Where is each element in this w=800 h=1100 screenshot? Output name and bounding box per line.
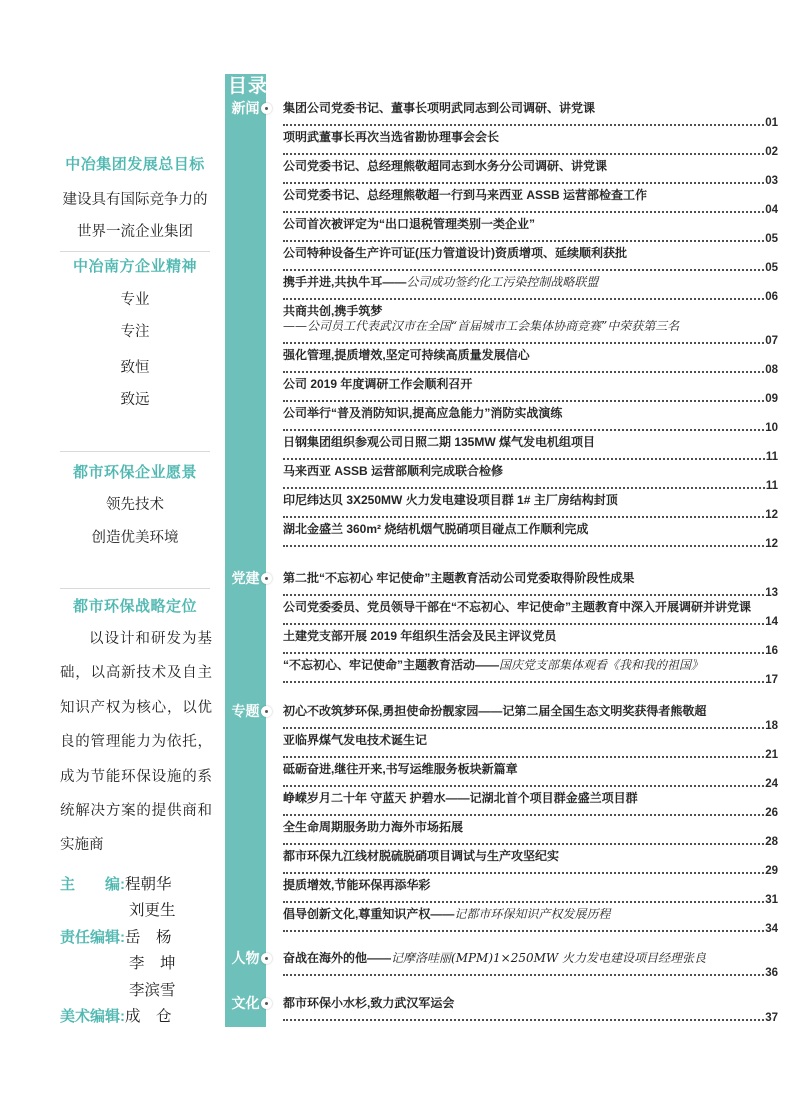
editor-row bbox=[60, 898, 225, 924]
toc-leader-row bbox=[283, 806, 778, 821]
toc-item bbox=[283, 493, 778, 522]
toc-leader-dots bbox=[283, 974, 764, 976]
editor-row bbox=[60, 978, 225, 1004]
toc-item bbox=[283, 246, 778, 275]
toc-item bbox=[283, 217, 778, 246]
toc-leader-dots bbox=[283, 901, 764, 903]
toc-item bbox=[283, 101, 778, 130]
toc-item bbox=[283, 275, 778, 304]
toc-item-title bbox=[283, 246, 778, 261]
toc-page-number: 31 bbox=[765, 894, 778, 906]
toc-item-title bbox=[283, 762, 778, 777]
toc-item-title-text: 公司党委书记、总经理熊敬超一行到马来西亚 ASSB 运营部检查工作 bbox=[283, 188, 648, 202]
editor-row bbox=[60, 1004, 225, 1030]
toc-item-title bbox=[283, 406, 778, 421]
toc-leader-dots bbox=[283, 930, 764, 932]
toc-item-title-text: 公司首次被评定为“出口退税管理类别一类企业” bbox=[283, 217, 536, 231]
toc-item-title-text: 携手并进,共执牛耳—— bbox=[283, 275, 407, 289]
toc-leader-row bbox=[283, 420, 778, 435]
toc-page-number: 18 bbox=[765, 720, 778, 732]
toc-leader-dots bbox=[283, 400, 764, 402]
toc-leader-dots bbox=[283, 487, 765, 489]
toc-page-number: 12 bbox=[765, 537, 778, 550]
toc-leader-dots bbox=[283, 458, 765, 460]
toc-item bbox=[283, 600, 778, 629]
toc-item bbox=[283, 907, 778, 936]
toc-item-title-text: 都市环保九江线材脱硫脱硝项目调试与生产攻坚纪实 bbox=[283, 849, 560, 863]
toc-item bbox=[283, 522, 778, 551]
toc-page-number: 08 bbox=[765, 363, 778, 376]
toc-item-title bbox=[283, 159, 778, 174]
toc-leader-row bbox=[283, 507, 778, 522]
section-label-4: 人物 bbox=[231, 950, 260, 966]
toc-page-number: 14 bbox=[765, 616, 778, 628]
sidebar-line: 创造优美环境 bbox=[91, 530, 179, 546]
toc-item-title-text: 初心不改筑梦环保,勇担使命扮靓家园——记第二届全国生态文明奖获得者熊敬超 bbox=[283, 704, 707, 718]
toc-item-title-text: 砥砺奋进,继往开来,书写运维服务板块新篇章 bbox=[283, 762, 518, 776]
toc-item-title-text: 日钢集团组织参观公司日照二期 135MW 煤气发电机组项目 bbox=[283, 434, 596, 449]
toc-item-title-text: 奋战在海外的他—— bbox=[283, 951, 392, 965]
toc-leader-dots bbox=[283, 785, 764, 787]
toc-item bbox=[283, 629, 778, 658]
toc-page-number: 11 bbox=[765, 479, 778, 492]
toc-leader-dots bbox=[283, 298, 764, 300]
toc-section-2 bbox=[283, 571, 778, 687]
editor-label-colon: : bbox=[120, 876, 126, 893]
toc-leader-dots bbox=[283, 153, 764, 155]
toc-item bbox=[283, 733, 778, 762]
toc-item bbox=[283, 304, 778, 348]
sidebar-block-heading: 都市环保战略定位 bbox=[72, 598, 197, 615]
toc-item-title bbox=[283, 791, 778, 806]
toc-page-number: 36 bbox=[765, 967, 778, 979]
toc-item bbox=[283, 377, 778, 406]
editor-name: 刘更生 bbox=[129, 902, 176, 920]
toc-leader-row bbox=[283, 893, 778, 908]
toc-section-3 bbox=[283, 704, 778, 936]
section-label-5: 文化 bbox=[231, 995, 260, 1011]
toc-item-title-text: 提质增效,节能环保再添华彩 bbox=[283, 878, 431, 892]
toc-item-title-text: 公司举行“普及消防知识,提高应急能力”消防实战演练 bbox=[283, 405, 563, 420]
toc-item-title bbox=[283, 996, 778, 1011]
toc-item bbox=[283, 188, 778, 217]
toc-item-title bbox=[283, 733, 778, 748]
toc-leader-dots bbox=[283, 1019, 764, 1021]
toc-item-title bbox=[283, 101, 778, 116]
toc-item-title bbox=[283, 820, 778, 835]
toc-page-number: 11 bbox=[765, 450, 778, 463]
toc-page-number: 12 bbox=[765, 508, 778, 521]
toc-item-subtitle-text: ——公司员工代表武汉市在全国“首届城市工会集体协商竞赛”中荣获第三名 bbox=[283, 318, 680, 333]
toc-item-title-text: 马来西亚 ASSB 运营部顺利完成联合检修 bbox=[283, 463, 504, 478]
editor-label-colon: : bbox=[120, 928, 126, 946]
toc-item-title-text: 土建党支部开展 2019 年组织生活会及民主评议党员 bbox=[283, 629, 557, 643]
toc-leader-row bbox=[283, 673, 778, 688]
toc-item-title-text: 湖北金盛兰 360m² 烧结机烟气脱硝项目碰点工作顺利完成 bbox=[283, 521, 589, 536]
toc-item-title-text: 共商共创,携手筑梦 bbox=[283, 304, 383, 318]
toc-item-title-text: 峥嵘岁月二十年 守蓝天 护碧水——记湖北首个项目群金盛兰项目群 bbox=[283, 791, 638, 805]
toc-item bbox=[283, 791, 778, 820]
toc-leader-dots bbox=[283, 342, 764, 344]
toc-leader-dots bbox=[283, 594, 764, 596]
toc-leader-row bbox=[283, 232, 778, 247]
toc-leader-row bbox=[283, 1011, 778, 1026]
toc-item-title-text: 公司党委委员、党员领导干部在“不忘初心、牢记使命”主题教育中深入开展调研并讲党课 bbox=[283, 600, 752, 614]
section-bullet-icon bbox=[261, 953, 272, 964]
toc-item-title-text: 公司党委书记、总经理熊敬超同志到水务分公司调研、讲党课 bbox=[283, 159, 608, 173]
toc-section-1 bbox=[283, 101, 778, 551]
toc-leader-dots bbox=[283, 872, 764, 874]
toc-leader-row bbox=[283, 116, 778, 131]
toc-leader-dots bbox=[283, 652, 764, 654]
toc-page-number: 04 bbox=[765, 204, 778, 216]
toc-item-title bbox=[283, 522, 778, 537]
toc-item bbox=[283, 849, 778, 878]
toc-leader-row bbox=[283, 362, 778, 377]
editor-name: 李滨雪 bbox=[129, 981, 176, 999]
toc-item bbox=[283, 435, 778, 464]
editor-row bbox=[60, 951, 225, 977]
sidebar-divider bbox=[60, 588, 210, 589]
toc-page-number: 09 bbox=[765, 392, 778, 405]
toc-leader-row bbox=[283, 391, 778, 406]
editor-name: 成 仓 bbox=[125, 1008, 172, 1025]
editor-label: 主 编 bbox=[60, 876, 121, 893]
editor-name: 岳 杨 bbox=[125, 928, 172, 946]
toc-page-number: 17 bbox=[765, 674, 778, 686]
toc-leader-dots bbox=[283, 727, 764, 729]
toc-leader-row bbox=[283, 922, 778, 937]
toc-item-title-text: 全生命周期服务助力海外市场拓展 bbox=[283, 820, 464, 834]
sidebar-line: 致远 bbox=[120, 392, 150, 408]
sidebar-block-heading: 中冶集团发展总目标 bbox=[65, 156, 205, 173]
toc-item bbox=[283, 406, 778, 435]
toc-leader-dots bbox=[283, 681, 764, 683]
toc-item bbox=[283, 348, 778, 377]
section-bullet-icon bbox=[261, 573, 272, 584]
section-label-2: 党建 bbox=[231, 570, 260, 586]
toc-item bbox=[283, 878, 778, 907]
toc-page-number: 03 bbox=[765, 175, 778, 187]
toc-item-title-text: 亚临界煤气发电技术诞生记 bbox=[283, 733, 428, 747]
toc-page-number: 26 bbox=[765, 807, 778, 819]
toc-leader-dots bbox=[283, 623, 764, 625]
toc-item-title bbox=[283, 304, 778, 319]
toc-leader-dots bbox=[283, 124, 764, 126]
editor-label: 美术编辑 bbox=[60, 1008, 121, 1025]
section-label-3: 专题 bbox=[231, 703, 260, 719]
toc-item-subtitle-text: 公司成功签约化工污染控制战略联盟 bbox=[406, 275, 599, 289]
toc-leader-row bbox=[283, 644, 778, 659]
toc-item bbox=[283, 820, 778, 849]
toc-leader-dots bbox=[283, 516, 764, 518]
toc-item bbox=[283, 130, 778, 159]
toc-item-title bbox=[283, 849, 778, 864]
toc-item-title-text: “不忘初心、牢记使命”主题教育活动—— bbox=[283, 658, 500, 672]
toc-leader-row bbox=[283, 145, 778, 160]
toc-item-subtitle bbox=[283, 319, 778, 334]
toc-page-number: 07 bbox=[765, 334, 778, 347]
toc-section-4 bbox=[283, 951, 778, 980]
section-bullet-dot bbox=[265, 1002, 268, 1005]
toc-item-title-text: 强化管理,提质增效,坚定可持续高质量发展信心 bbox=[283, 347, 530, 362]
sidebar-block-heading: 中冶南方企业精神 bbox=[72, 258, 197, 275]
toc-leader-dots bbox=[283, 269, 764, 271]
toc-leader-row bbox=[283, 203, 778, 218]
toc-item bbox=[283, 704, 778, 733]
toc-item bbox=[283, 951, 778, 980]
sidebar-line: 领先技术 bbox=[106, 497, 164, 513]
toc-section-5 bbox=[283, 996, 778, 1025]
editor-name: 程朝华 bbox=[125, 876, 172, 893]
sidebar-line: 专注 bbox=[120, 324, 150, 340]
toc-item-title bbox=[283, 348, 778, 363]
toc-page-number: 28 bbox=[765, 836, 778, 848]
section-bullet-icon bbox=[261, 706, 272, 717]
toc-item-title-text: 公司 2019 年度调研工作会顺利召开 bbox=[283, 376, 473, 391]
section-bullet-icon bbox=[261, 998, 272, 1009]
toc-leader-dots bbox=[283, 814, 764, 816]
toc-page-number: 34 bbox=[765, 923, 778, 935]
toc-leader-row bbox=[283, 174, 778, 189]
toc-item-title-text: 项明武董事长再次当选省勘协理事会会长 bbox=[283, 130, 500, 144]
toc-leader-dots bbox=[283, 182, 764, 184]
toc-page-number: 10 bbox=[765, 421, 778, 434]
toc-item-title bbox=[283, 629, 778, 644]
toc-leader-row bbox=[283, 261, 778, 276]
sidebar-line: 世界一流企业集团 bbox=[77, 224, 193, 240]
toc-item bbox=[283, 762, 778, 791]
page-title: 目录 bbox=[228, 76, 269, 97]
toc-leader-dots bbox=[283, 843, 764, 845]
toc-section-bar bbox=[225, 74, 269, 1027]
toc-leader-row bbox=[283, 290, 778, 305]
toc-page-number: 24 bbox=[765, 778, 778, 790]
toc-item-title-text: 公司特种设备生产许可证(压力管道设计)资质增项、延续顺利获批 bbox=[283, 246, 627, 260]
toc-item-title bbox=[283, 275, 778, 290]
toc-item-title bbox=[283, 907, 778, 922]
toc-item bbox=[283, 996, 778, 1025]
toc-page-number: 13 bbox=[765, 587, 778, 599]
editor-row bbox=[60, 872, 225, 898]
section-bullet-dot bbox=[265, 107, 268, 110]
editor-name: 李 坤 bbox=[129, 955, 176, 973]
toc-item-title bbox=[283, 130, 778, 145]
toc-item-title-text: 都市环保小水杉,致力武汉军运会 bbox=[283, 996, 455, 1010]
toc-leader-dots bbox=[283, 429, 764, 431]
toc-leader-row bbox=[283, 449, 778, 464]
toc-page-number: 06 bbox=[765, 291, 778, 303]
toc-leader-row bbox=[283, 864, 778, 879]
toc-item-title bbox=[283, 493, 778, 508]
toc-leader-row bbox=[283, 536, 778, 551]
sidebar-divider bbox=[60, 451, 210, 452]
section-bullet-icon bbox=[261, 103, 272, 114]
toc-item-title bbox=[283, 658, 778, 673]
toc-item bbox=[283, 464, 778, 493]
toc-item bbox=[283, 571, 778, 600]
toc-item-title bbox=[283, 217, 778, 232]
editor-label-colon: : bbox=[120, 1008, 126, 1025]
toc-item-title bbox=[283, 464, 778, 479]
toc-leader-dots bbox=[283, 371, 764, 373]
section-bullet-dot bbox=[265, 957, 268, 960]
toc-item-title bbox=[283, 951, 778, 966]
toc-item-title-text: 倡导创新文化,尊重知识产权—— bbox=[283, 907, 455, 921]
toc-page-number: 29 bbox=[765, 865, 778, 877]
toc-leader-row bbox=[283, 478, 778, 493]
toc-leader-row bbox=[283, 748, 778, 763]
toc-leader-dots bbox=[283, 756, 764, 758]
editor-row bbox=[60, 925, 225, 951]
section-bullet-dot bbox=[265, 710, 268, 713]
toc-page-number: 05 bbox=[765, 233, 778, 245]
toc-item-title-text: 印尼纬达贝 3X250MW 火力发电建设项目群 1# 主厂房结构封顶 bbox=[283, 492, 618, 507]
toc-item-subtitle-text: 记都市环保知识产权发展历程 bbox=[454, 907, 611, 921]
section-label-1: 新闻 bbox=[231, 100, 260, 116]
sidebar-line: 建设具有国际竞争力的 bbox=[62, 192, 208, 208]
toc-item-title bbox=[283, 435, 778, 450]
sidebar-paragraph: 以设计和研发为基础，以高新技术及自主知识产权为核心，以优良的管理能力为依托，成为节能环保设施的系统解决方案的提供商和实施商 bbox=[60, 631, 212, 854]
toc-page-number: 16 bbox=[765, 645, 778, 657]
toc-item-subtitle-text: 记摩洛哇丽(MPM)1×250MW 火力发电建设项目经理张良 bbox=[391, 951, 707, 965]
toc-item-title bbox=[283, 188, 778, 203]
toc-item-title bbox=[283, 704, 778, 719]
toc-page-number: 05 bbox=[765, 262, 778, 274]
toc-page-number: 37 bbox=[765, 1012, 778, 1024]
toc-leader-row bbox=[283, 777, 778, 792]
toc-leader-dots bbox=[283, 545, 764, 547]
toc-item-title-text: 第二批“不忘初心 牢记使命”主题教育活动公司党委取得阶段性成果 bbox=[283, 571, 635, 585]
sidebar-divider bbox=[60, 251, 210, 252]
toc-item-title bbox=[283, 571, 778, 586]
sidebar-block-heading: 都市环保企业愿景 bbox=[72, 464, 197, 481]
toc-leader-dots bbox=[283, 240, 764, 242]
section-bullet-dot bbox=[265, 577, 268, 580]
toc-item-title-text: 集团公司党委书记、董事长项明武同志到公司调研、讲党课 bbox=[283, 101, 596, 115]
toc-item-title bbox=[283, 377, 778, 392]
sidebar-line: 专业 bbox=[120, 292, 150, 308]
toc-item bbox=[283, 159, 778, 188]
toc-page-number: 01 bbox=[765, 117, 778, 129]
toc-leader-row bbox=[283, 719, 778, 734]
toc-item-subtitle-text: 国庆党支部集体观看《我和我的祖国》 bbox=[499, 658, 704, 672]
toc-leader-row bbox=[283, 333, 778, 348]
toc-leader-row bbox=[283, 615, 778, 630]
toc-item-title bbox=[283, 600, 778, 615]
toc-leader-dots bbox=[283, 211, 764, 213]
toc-page-number: 21 bbox=[765, 749, 778, 761]
toc-item bbox=[283, 658, 778, 687]
editor-label: 责任编辑 bbox=[60, 928, 121, 946]
toc-leader-row bbox=[283, 835, 778, 850]
toc-item-title bbox=[283, 878, 778, 893]
toc-leader-row bbox=[283, 966, 778, 981]
sidebar-line: 致恒 bbox=[120, 360, 150, 376]
toc-leader-row bbox=[283, 586, 778, 601]
toc-page-number: 02 bbox=[765, 146, 778, 158]
